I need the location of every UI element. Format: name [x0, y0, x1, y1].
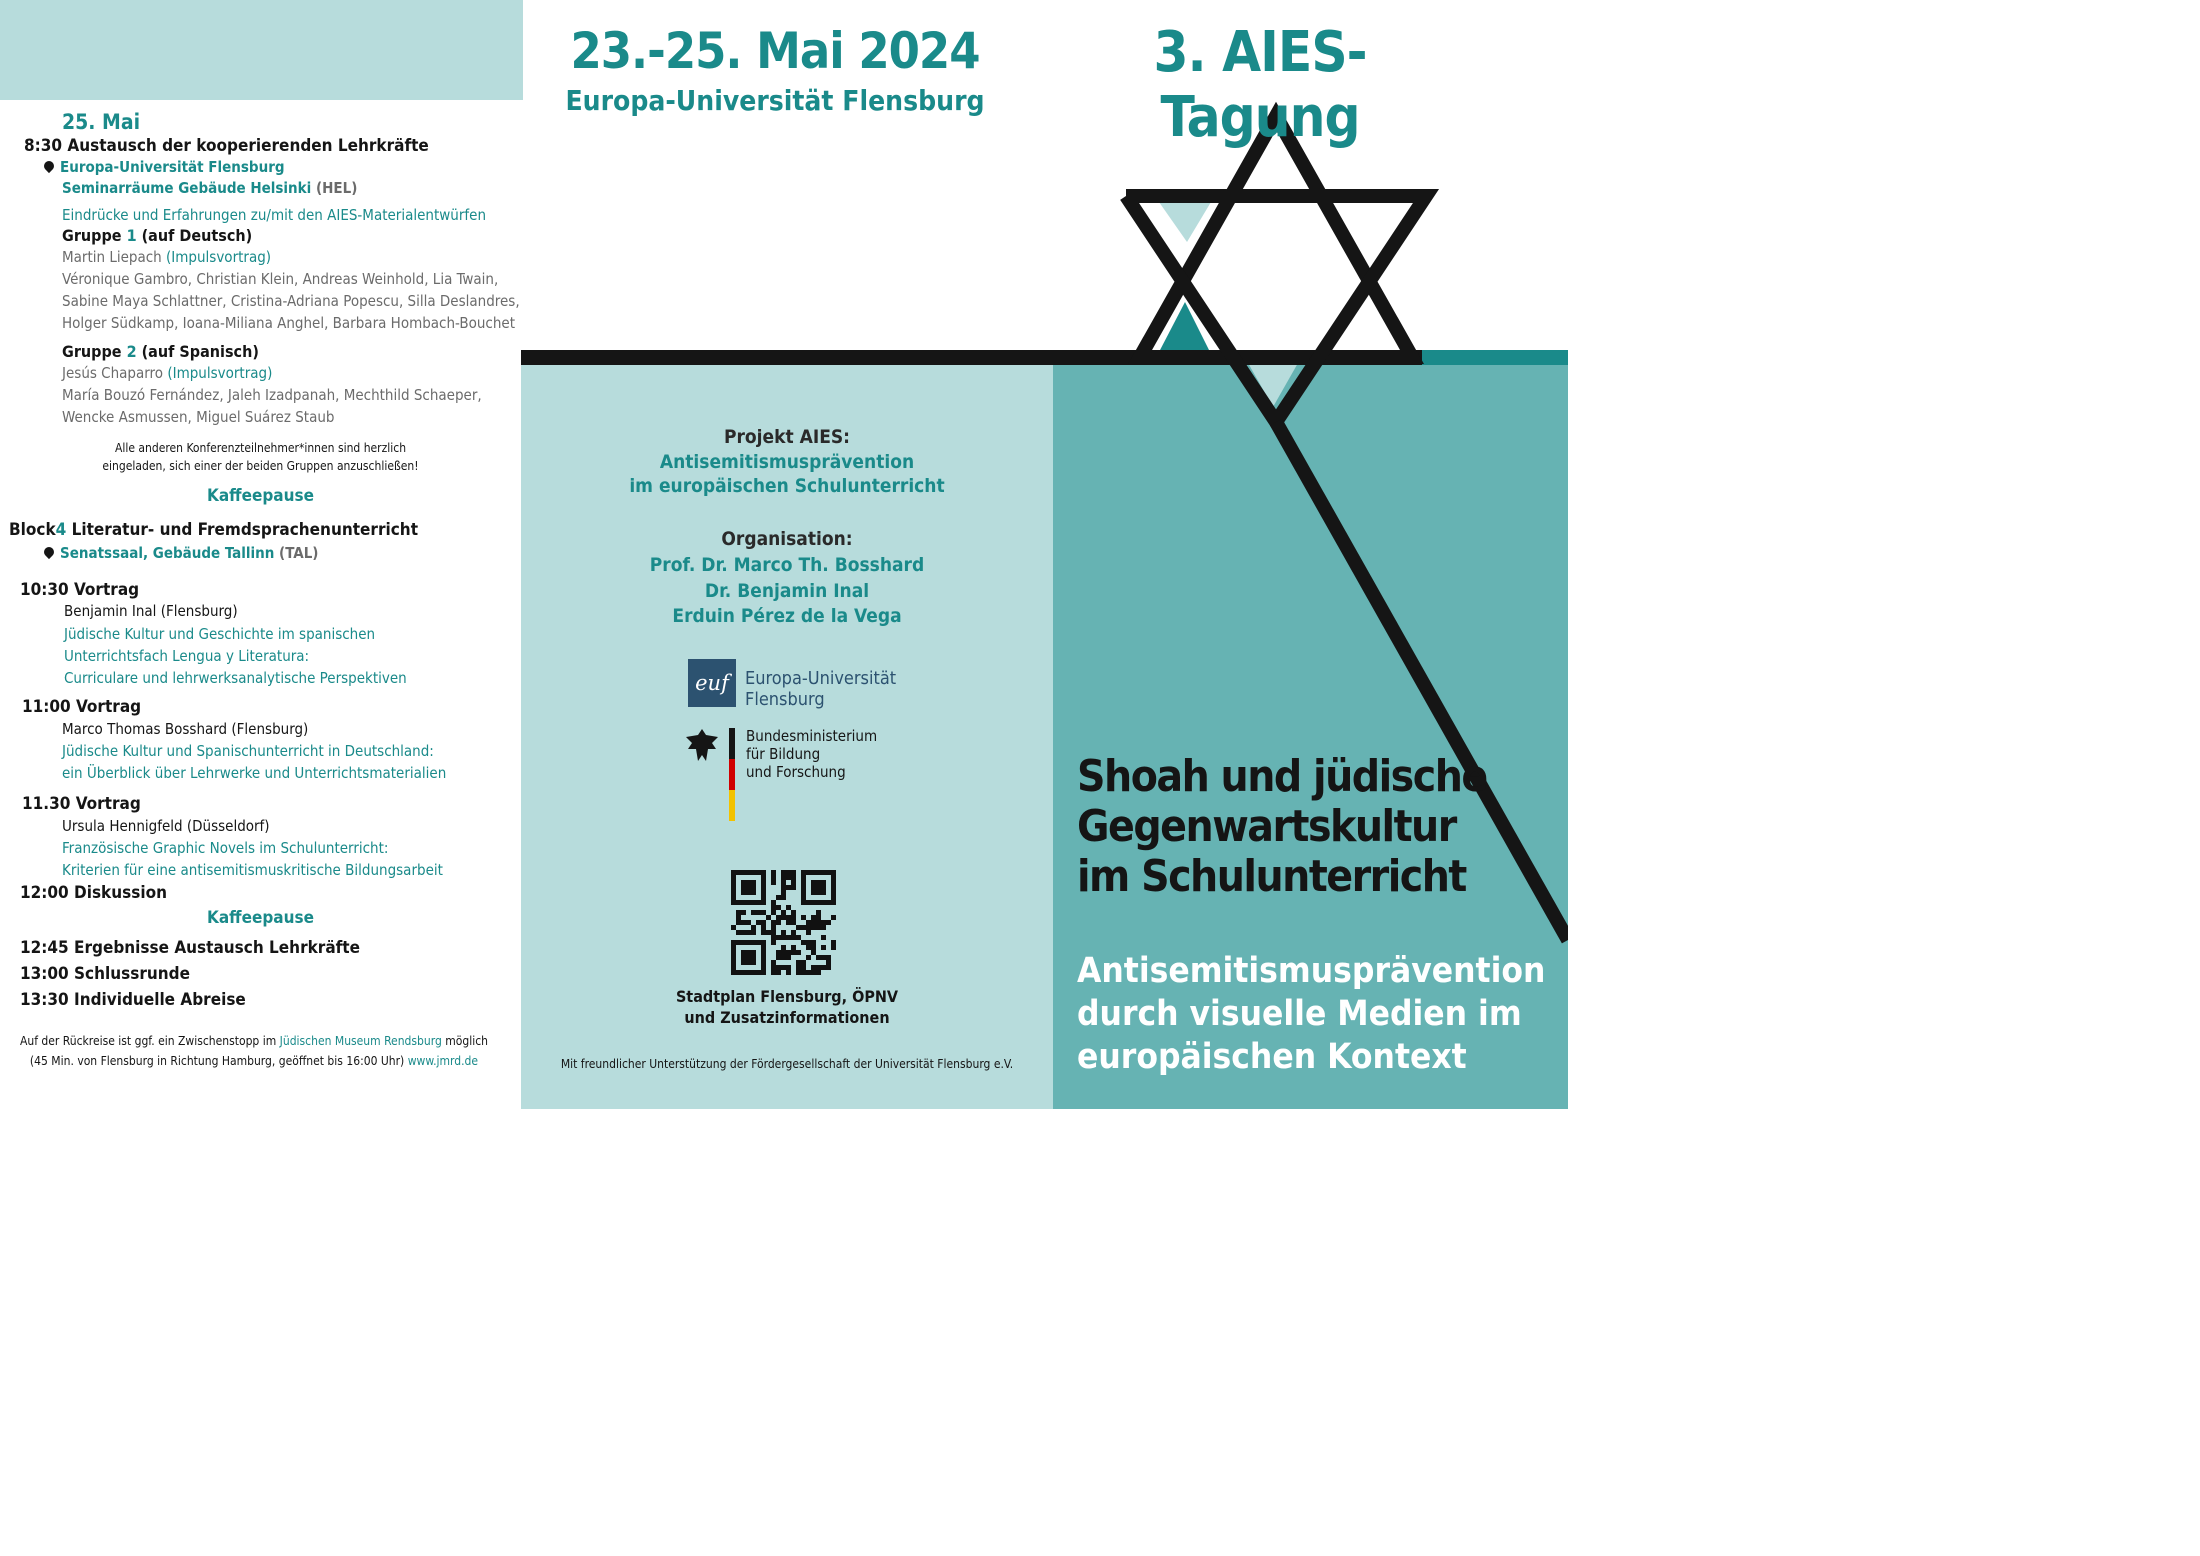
euf-logo-icon: euf [688, 659, 736, 707]
talk-title-line: Curriculare und lehrwerksanalytische Perspektiven [64, 669, 407, 687]
cover-subtitle-line: durch visuelle Medien im [1077, 994, 1522, 1034]
cover-subtitle-line: europäischen Kontext [1077, 1037, 1467, 1077]
qr-caption-line: Stadtplan Flensburg, ÖPNV [675, 987, 899, 1006]
block-number: 4 [55, 520, 67, 540]
group-prefix: Gruppe [62, 342, 122, 361]
location-code: (HEL) [315, 179, 358, 197]
support-note: Mit freundlicher Unterstützung der Fördergesellschaft der Universität Flensburg e.V. [560, 1057, 1014, 1071]
footer-text: Auf der Rückreise ist ggf. ein Zwischenstopp im [19, 1034, 277, 1048]
program-column [0, 108, 521, 1108]
cover-subtitle [1077, 950, 1545, 1079]
organisation-label: Organisation: [721, 528, 853, 550]
block-heading [9, 520, 418, 540]
project-name-line: im europäischen Schulunterricht [629, 475, 945, 497]
bmbf-logo-text [746, 727, 877, 781]
cover-title-line: Shoah und jüdische [1077, 751, 1487, 802]
talk-speaker: Ursula Hennigfeld (Düsseldorf) [62, 817, 270, 835]
bmbf-name-line: Bundesministerium [746, 727, 878, 745]
group-2-member-line: Wencke Asmussen, Miguel Suárez Staub [62, 408, 335, 426]
cover-title-line: im Schulunterricht [1077, 851, 1466, 902]
location-room: Seminarräume Gebäude Helsinki [62, 179, 312, 197]
session-time: 12:45 [20, 938, 69, 958]
bmbf-name-line: und Forschung [746, 763, 846, 781]
coffee-break: Kaffeepause [207, 908, 314, 928]
talk-title-line: Jüdische Kultur und Geschichte im spanischen [64, 625, 376, 643]
exchange-location-1 [44, 158, 285, 176]
project-label: Projekt AIES: [723, 426, 851, 448]
talk-title-line: Unterrichtsfach Lengua y Literatura: [64, 647, 310, 665]
talk-time: 11.30 [22, 794, 71, 814]
session-label: Austausch der kooperierenden Lehrkräfte [67, 136, 429, 156]
group-1-member-line: Sabine Maya Schlattner, Cristina-Adriana Popescu, Silla Deslandres, [62, 292, 520, 310]
footer-text: (45 Min. von Flensburg in Richtung Hamburg, geöffnet bis 16:00 Uhr) [29, 1054, 405, 1068]
day-title: 25. Mai [62, 110, 141, 134]
federal-eagle-icon [684, 727, 720, 763]
session-time: 8:30 [24, 136, 63, 156]
location-text: Senatssaal, Gebäude Tallinn [60, 544, 275, 562]
lead-note: (Impulsvortrag) [167, 364, 273, 382]
block-title: Literatur- und Fremdsprachenunterricht [71, 520, 419, 540]
talk-type: Vortrag [74, 580, 140, 600]
flag-stripe-black [729, 728, 735, 759]
talk-type: Vortrag [75, 794, 141, 814]
session-label: Schlussrunde [74, 964, 190, 984]
location-pin-icon [42, 545, 56, 559]
talk-title-line: ein Überblick über Lehrwerke und Unterrichtsmaterialien [62, 764, 447, 782]
group-2-heading [62, 342, 259, 361]
talk-title-line: Französische Graphic Novels im Schulunterricht: [62, 839, 389, 857]
group-language: (auf Spanisch) [141, 342, 259, 361]
invite-line: Alle anderen Konferenzteilnehmer*innen sind herzlich [114, 441, 407, 455]
organizer: Dr. Benjamin Inal [704, 580, 870, 602]
talk-title-line: Jüdische Kultur und Spanischunterricht in Deutschland: [62, 742, 434, 760]
organizer: Prof. Dr. Marco Th. Bosshard [649, 554, 925, 576]
organizer: Erduin Pérez de la Vega [672, 605, 902, 627]
session-time: 13:00 [20, 964, 69, 984]
talk-heading [22, 794, 141, 814]
talk-type: Vortrag [76, 697, 142, 717]
group-1-member-line: Véronique Gambro, Christian Klein, Andreas Weinhold, Lia Twain, [62, 270, 499, 288]
group-number: 1 [126, 226, 137, 245]
discussion-row [20, 883, 167, 903]
museum-link[interactable]: Jüdischen Museum Rendsburg [279, 1034, 442, 1048]
group-language: (auf Deutsch) [141, 226, 253, 245]
talk-time: 11:00 [22, 697, 71, 717]
talk-time: 10:30 [20, 580, 69, 600]
talk-speaker: Marco Thomas Bosshard (Flensburg) [62, 720, 309, 738]
talk-title-line: Kriterien für eine antisemitismuskritische Bildungsarbeit [62, 861, 443, 879]
footer-note-line-2 [0, 1054, 508, 1068]
group-2-lead [62, 362, 272, 384]
block-location [44, 544, 318, 562]
coffee-break: Kaffeepause [207, 486, 314, 506]
closing-row [20, 990, 246, 1010]
group-number: 2 [126, 342, 137, 361]
group-1-lead [62, 246, 271, 268]
lead-note: (Impulsvortrag) [166, 248, 272, 266]
location-pin-icon [42, 159, 56, 173]
qr-code-icon[interactable] [731, 870, 836, 975]
group-1-heading [62, 226, 252, 245]
block-prefix: Block [9, 520, 56, 540]
euf-name-line: Flensburg [745, 689, 825, 710]
group-prefix: Gruppe [62, 226, 122, 245]
talk-heading [22, 697, 141, 717]
qr-caption-line: und Zusatzinformationen [684, 1008, 890, 1027]
session-time: 13:30 [20, 990, 69, 1010]
cover-title-line: Gegenwartskultur [1077, 801, 1456, 852]
closing-row [20, 964, 190, 984]
exchange-location-2 [62, 179, 357, 197]
exchange-topic: Eindrücke und Erfahrungen zu/mit den AIES-Materialentwürfen [62, 206, 487, 224]
session-label: Diskussion [74, 883, 167, 903]
session-time: 12:00 [20, 883, 69, 903]
cover-subtitle-line: Antisemitismusprävention [1077, 951, 1546, 991]
conference-title: 3. AIES-Tagung [1153, 20, 1367, 150]
location-text: Europa-Universität Flensburg [60, 158, 285, 176]
session-exchange [24, 136, 429, 156]
horizontal-bar-teal [1422, 350, 1568, 365]
talk-heading [20, 580, 139, 600]
euf-logo-text [745, 668, 896, 710]
footer-text: möglich [445, 1034, 489, 1048]
lead-name: Jesús Chaparro [62, 364, 164, 382]
footer-note-line-1 [0, 1034, 508, 1048]
bmbf-name-line: für Bildung [746, 745, 821, 763]
event-venue: Europa-Universität Flensburg [565, 84, 985, 117]
project-name-line: Antisemitismusprävention [659, 451, 915, 473]
invite-line: eingeladen, sich einer der beiden Gruppen anzuschließen! [102, 459, 419, 473]
session-label: Ergebnisse Austausch Lehrkräfte [74, 938, 360, 958]
group-1-member-line: Holger Südkamp, Ioana-Miliana Anghel, Barbara Hombach-Bouchet [62, 314, 516, 332]
lead-name: Martin Liepach [62, 248, 162, 266]
museum-url-link[interactable]: www.jmrd.de [407, 1054, 479, 1068]
session-label: Individuelle Abreise [74, 990, 246, 1010]
location-code: (TAL) [279, 544, 319, 562]
closing-row [20, 938, 360, 958]
event-dates: 23.-25. Mai 2024 [570, 22, 980, 80]
euf-name-line: Europa-Universität [745, 668, 897, 689]
talk-speaker: Benjamin Inal (Flensburg) [64, 602, 238, 620]
group-2-member-line: María Bouzó Fernández, Jaleh Izadpanah, Mechthild Schaeper, [62, 386, 482, 404]
flag-stripe-gold [729, 790, 735, 821]
flag-stripe-red [729, 759, 735, 790]
cover-title [1077, 752, 1487, 902]
